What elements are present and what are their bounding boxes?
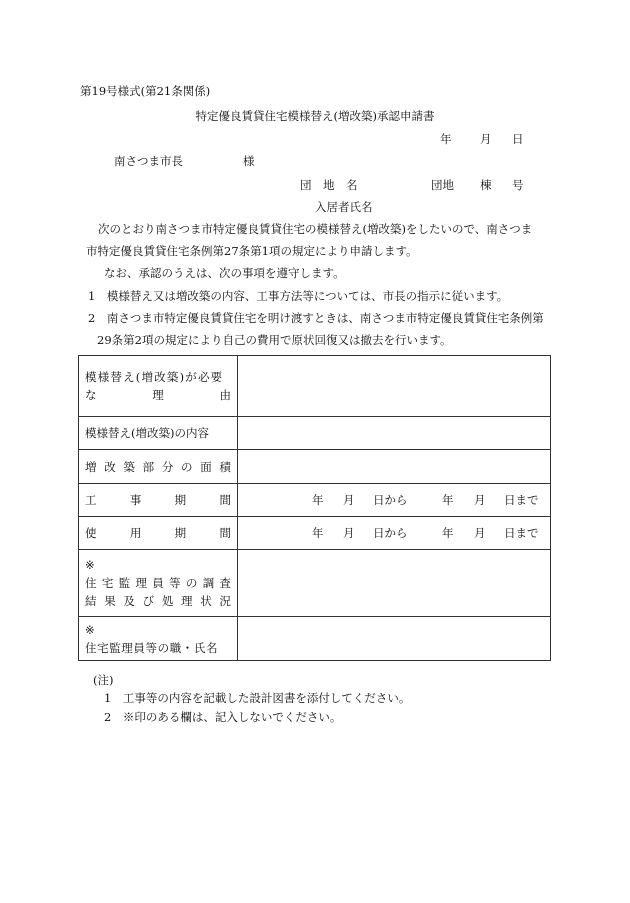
- input-reason[interactable]: [238, 356, 551, 417]
- row-content: [79, 417, 551, 450]
- label-reason-line-2: な 理 由: [85, 388, 231, 402]
- danchi-unit: 団地: [431, 178, 454, 192]
- row-construction-period: [79, 484, 551, 517]
- label-usage-period: 使 用 期 間: [79, 517, 238, 550]
- row-area: [79, 450, 551, 484]
- input-content[interactable]: [238, 417, 551, 450]
- paragraph-2: なお、承認のうえは、次の事項を遵守します。: [104, 266, 345, 280]
- danchi-label: 団 地 名: [300, 178, 358, 192]
- label-survey: ※ 住 宅 監 理 員 等 の 調 査 結 果 及 び 処 理 状 況: [79, 550, 238, 617]
- resident-label: 入居者氏名: [315, 200, 373, 214]
- gou-unit: 号: [512, 178, 524, 192]
- input-usage-period[interactable]: 年 月 日から 年 月 日まで: [238, 517, 551, 550]
- officer-mark: ※: [85, 622, 95, 637]
- form-number: 第19号様式(第21条関係): [80, 84, 211, 98]
- item-1: 1 模様替え又は増改築の内容、工事方法等については、市長の指示に従います。: [88, 289, 509, 303]
- date-day: 日: [512, 132, 524, 146]
- label-construction-period: 工 事 期 間: [79, 484, 238, 517]
- item-2-line-2: 29条第2項の規定により自己の費用で原状回復又は撤去を行います。: [97, 333, 452, 347]
- note-2: 2 ※印のある欄は、記入しないでください。: [104, 710, 342, 724]
- document-title: 特定優良賃貸住宅模様替え(増改築)承認申請書: [195, 109, 435, 123]
- input-area[interactable]: [238, 450, 551, 484]
- label-area: 増 改 築 部 分 の 面 積: [79, 450, 238, 484]
- row-reason: [79, 356, 551, 417]
- paragraph-1-line-2: 市特定優良賃貸住宅条例第27条第1項の規定により申請します。: [86, 244, 418, 258]
- notes-heading: (注): [93, 673, 114, 687]
- input-officer: [238, 617, 551, 661]
- label-content: 模様替え(増改築)の内容: [79, 417, 238, 450]
- paragraph-1-line-1: 次のとおり南さつま市特定優良賃貸住宅の模様替え(増改築)をしたいので、南さつま: [98, 222, 533, 236]
- note-1: 1 工事等の内容を記載した設計図書を添付してください。: [104, 691, 411, 705]
- survey-mark: ※: [85, 558, 95, 572]
- label-reason: [79, 356, 238, 417]
- item-2-line-1: 2 南さつま市特定優良賃貸住宅を明け渡すときは、南さつま市特定優良賃貸住宅条例第: [88, 311, 544, 325]
- tou-unit: 棟: [480, 178, 492, 192]
- date-month: 月: [480, 132, 492, 146]
- application-table: [78, 355, 551, 661]
- row-usage-period: [79, 517, 551, 550]
- input-survey: [238, 550, 551, 617]
- label-officer: ※ 住宅監理員等の職・氏名: [79, 617, 238, 661]
- addressee: 南さつま市長: [114, 154, 183, 168]
- date-year: 年: [440, 132, 452, 146]
- addressee-suffix: 様: [243, 154, 255, 168]
- row-officer: [79, 617, 551, 661]
- label-reason-line-1: 模様替え(増改築)が必要: [85, 370, 224, 384]
- input-construction-period[interactable]: 年 月 日から 年 月 日まで: [238, 484, 551, 517]
- row-survey: [79, 550, 551, 617]
